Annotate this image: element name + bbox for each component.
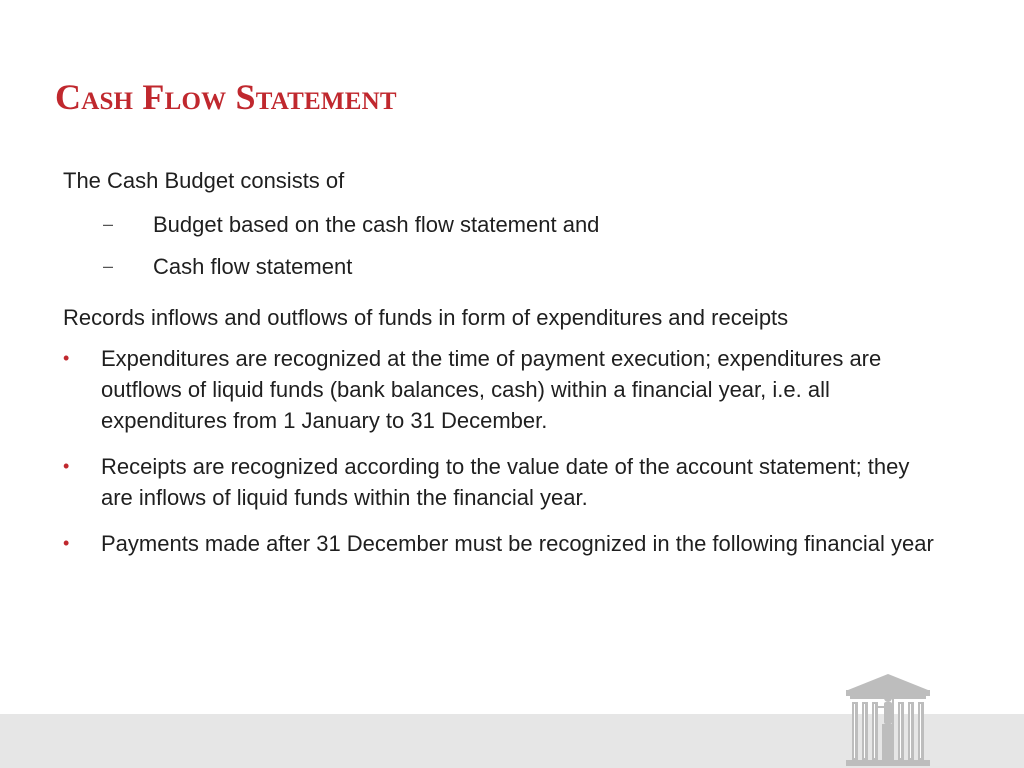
temple-statue-logo-icon <box>838 668 938 768</box>
sub-list <box>63 209 943 282</box>
sub-list-item <box>63 251 943 282</box>
page-title: Cash Flow Statement <box>55 77 397 117</box>
bullet-list-item-text: Expenditures are recognized at the time of payment execution; expenditures are outflows of liquid funds (bank balances, cash) within a financial year, i.e. all expenditures from 1 January to 31 December. <box>101 346 882 433</box>
bullet-marker-icon: • <box>63 348 70 368</box>
records-text: Records inflows and outflows of funds in form of expenditures and receipts <box>63 305 789 330</box>
dash-marker-icon: – <box>103 214 114 234</box>
intro-text: The Cash Budget consists of <box>63 168 345 193</box>
slide-body <box>63 165 943 574</box>
dash-marker-icon: – <box>103 256 114 276</box>
bullet-marker-icon: • <box>63 456 70 476</box>
bullet-marker-icon: • <box>63 533 70 553</box>
bullet-list-item-text: Receipts are recognized according to the value date of the account statement; they are inflows of liquid funds within the financial year. <box>101 454 910 510</box>
sub-list-item-text: Cash flow statement <box>153 254 353 279</box>
sub-list-item-text: Budget based on the cash flow statement and <box>153 212 600 237</box>
bullet-list-item-text: Payments made after 31 December must be recognized in the following financial year <box>101 531 934 556</box>
bullet-list-item <box>63 451 943 513</box>
bullet-list <box>63 343 943 559</box>
bullet-list-item <box>63 343 943 436</box>
sub-list-item <box>63 209 943 240</box>
bullet-list-item <box>63 528 943 559</box>
